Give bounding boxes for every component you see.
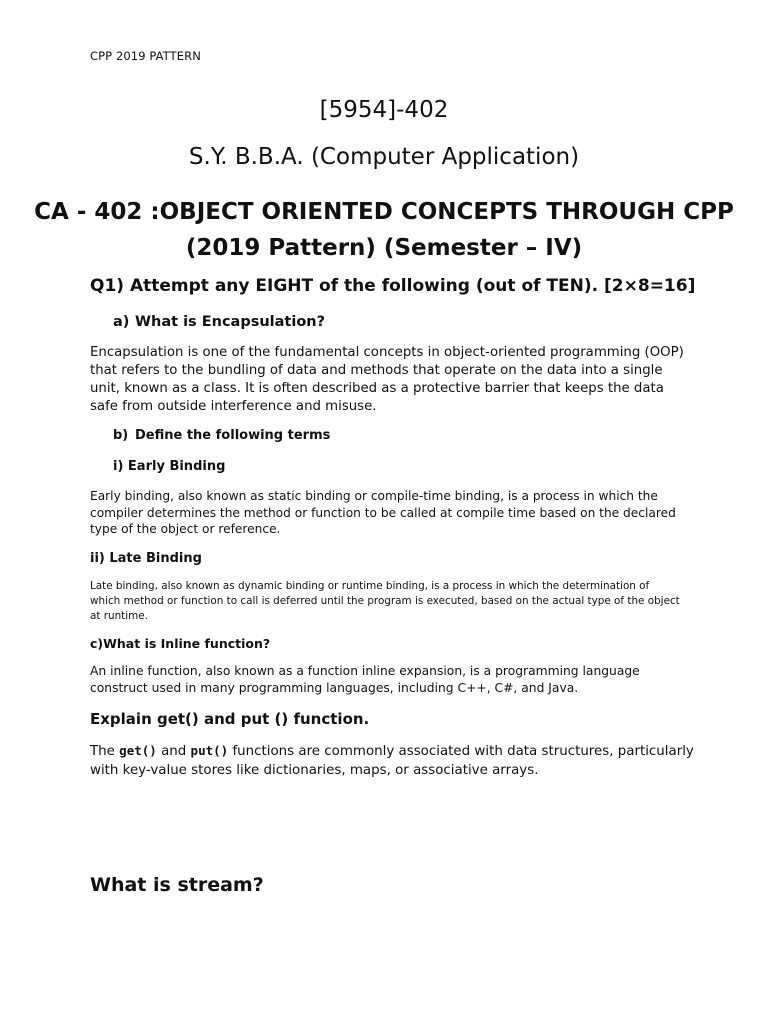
question-a-text: What is Encapsulation? [135, 314, 326, 330]
get-put-answer [90, 741, 700, 780]
subject-title: CA - 402 :OBJECT ORIENTED CONCEPTS THROUGH CPP (2019 Pattern) (Semester – IV) [34, 199, 734, 261]
inline-function-heading: c)What is Inline function? [90, 636, 271, 651]
question-1-heading: Q1) Attempt any EIGHT of the following (out of TEN). [2×8=16] [90, 276, 696, 296]
stream-heading: What is stream? [90, 874, 264, 896]
get-put-heading: Explain get() and put () function. [90, 710, 370, 728]
question-a-label: a) [113, 314, 130, 330]
code-get: get() [119, 743, 157, 758]
question-b-label: b) [113, 428, 129, 443]
late-binding-answer: Late binding, also known as dynamic binding or runtime binding, is a process in which the determination of which method or function to call is deferred until the program is executed, based on the actual type of the object at runtime. [90, 580, 680, 622]
encapsulation-answer: Encapsulation is one of the fundamental concepts in object-oriented programming (OOP) that refers to the bundling of data and methods that operate on the data into a single unit, known as a class. It is often described as a protective barrier that keeps the data safe from outside interference and misuse. [90, 345, 684, 414]
inline-function-answer: An inline function, also known as a function inline expansion, is a programming language construct used in many programming languages, including C++, C#, and Java. [90, 664, 640, 695]
code-put: put() [190, 743, 229, 758]
question-b-text: Define the following terms [135, 428, 331, 443]
get-put-mid: and [161, 744, 187, 759]
paper-code: [5954]-402 [319, 97, 449, 123]
get-put-prefix: The [90, 744, 115, 759]
early-binding-heading: i) Early Binding [113, 459, 226, 474]
question-b-heading [113, 428, 330, 443]
get-put-suffix: functions are commonly associated with data structures, particularly with key-value stores like dictionaries, maps, or associative arrays. [90, 744, 694, 778]
late-binding-heading: ii) Late Binding [90, 551, 202, 566]
course-title: S.Y. B.B.A. (Computer Application) [188, 144, 580, 170]
early-binding-answer: Early binding, also known as static binding or compile-time binding, is a process in which the compiler determines the method or function to be called at compile time based on the declared type of the object or reference. [90, 489, 676, 536]
question-a-heading [113, 314, 325, 330]
pattern-note: CPP 2019 PATTERN [90, 49, 201, 63]
